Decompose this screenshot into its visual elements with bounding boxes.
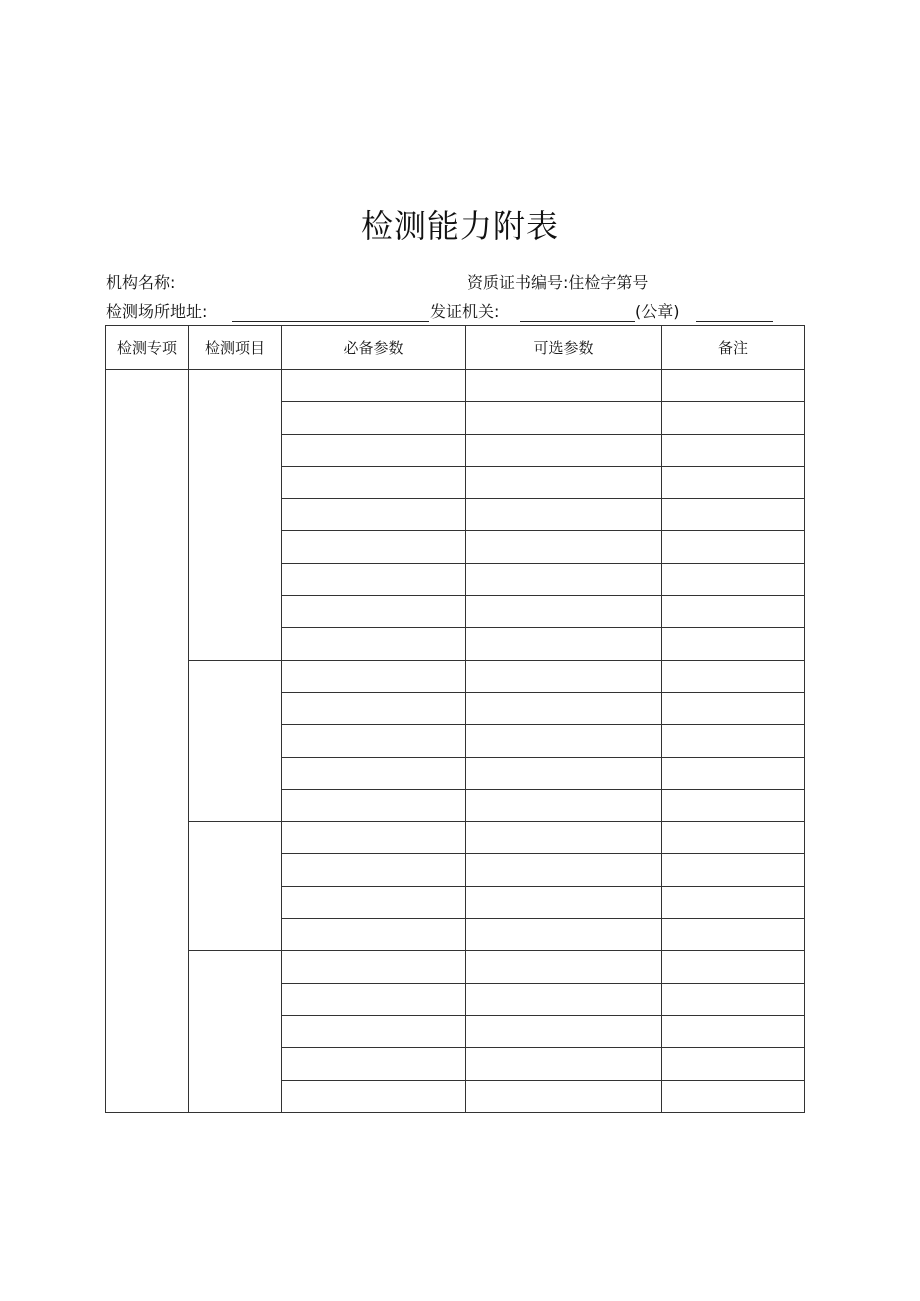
optional-param-cell[interactable] bbox=[466, 757, 662, 789]
test-item-cell[interactable] bbox=[189, 370, 282, 661]
required-param-cell[interactable] bbox=[282, 854, 466, 886]
remark-cell[interactable] bbox=[662, 660, 805, 692]
required-param-cell[interactable] bbox=[282, 660, 466, 692]
test-item-cell[interactable] bbox=[189, 660, 282, 821]
remark-cell[interactable] bbox=[662, 402, 805, 434]
capability-table bbox=[105, 325, 805, 1113]
site-address-label: 检测场所地址: bbox=[106, 302, 208, 321]
optional-param-cell[interactable] bbox=[466, 919, 662, 951]
page-title: 检测能力附表 bbox=[360, 207, 559, 245]
optional-param-cell[interactable] bbox=[466, 563, 662, 595]
remark-cell[interactable] bbox=[662, 499, 805, 531]
optional-param-cell[interactable] bbox=[466, 531, 662, 563]
special-category-cell[interactable] bbox=[106, 370, 189, 1113]
required-param-cell[interactable] bbox=[282, 434, 466, 466]
remark-cell[interactable] bbox=[662, 822, 805, 854]
optional-param-cell[interactable] bbox=[466, 402, 662, 434]
test-item-cell[interactable] bbox=[189, 822, 282, 951]
remark-cell[interactable] bbox=[662, 434, 805, 466]
seal-label: (公章) bbox=[635, 302, 680, 321]
remark-cell[interactable] bbox=[662, 951, 805, 983]
required-param-cell[interactable] bbox=[282, 466, 466, 498]
remark-cell[interactable] bbox=[662, 370, 805, 402]
required-param-cell[interactable] bbox=[282, 563, 466, 595]
seal-blank-line[interactable] bbox=[696, 321, 773, 322]
issuer-label: 发证机关: bbox=[430, 302, 500, 321]
optional-param-cell[interactable] bbox=[466, 1080, 662, 1112]
required-param-cell[interactable] bbox=[282, 692, 466, 724]
required-param-cell[interactable] bbox=[282, 370, 466, 402]
certificate-number-label: 资质证书编号:住检字第号 bbox=[467, 273, 649, 292]
remark-cell[interactable] bbox=[662, 854, 805, 886]
remark-cell[interactable] bbox=[662, 628, 805, 660]
required-param-cell[interactable] bbox=[282, 951, 466, 983]
remark-cell[interactable] bbox=[662, 563, 805, 595]
optional-param-cell[interactable] bbox=[466, 692, 662, 724]
required-param-cell[interactable] bbox=[282, 725, 466, 757]
optional-param-cell[interactable] bbox=[466, 466, 662, 498]
optional-param-cell[interactable] bbox=[466, 1015, 662, 1047]
required-param-cell[interactable] bbox=[282, 983, 466, 1015]
site-address-blank-line[interactable] bbox=[232, 321, 429, 322]
remark-cell[interactable] bbox=[662, 1048, 805, 1080]
remark-cell[interactable] bbox=[662, 725, 805, 757]
required-param-cell[interactable] bbox=[282, 402, 466, 434]
header-special-category: 检测专项 bbox=[106, 326, 189, 370]
remark-cell[interactable] bbox=[662, 596, 805, 628]
required-param-cell[interactable] bbox=[282, 757, 466, 789]
remark-cell[interactable] bbox=[662, 1080, 805, 1112]
remark-cell[interactable] bbox=[662, 466, 805, 498]
required-param-cell[interactable] bbox=[282, 531, 466, 563]
remark-cell[interactable] bbox=[662, 789, 805, 821]
issuer-blank-line[interactable] bbox=[520, 321, 635, 322]
table-row bbox=[106, 951, 805, 983]
remark-cell[interactable] bbox=[662, 1015, 805, 1047]
required-param-cell[interactable] bbox=[282, 1015, 466, 1047]
optional-param-cell[interactable] bbox=[466, 370, 662, 402]
optional-param-cell[interactable] bbox=[466, 596, 662, 628]
optional-param-cell[interactable] bbox=[466, 434, 662, 466]
optional-param-cell[interactable] bbox=[466, 628, 662, 660]
optional-param-cell[interactable] bbox=[466, 660, 662, 692]
optional-param-cell[interactable] bbox=[466, 822, 662, 854]
optional-param-cell[interactable] bbox=[466, 854, 662, 886]
required-param-cell[interactable] bbox=[282, 822, 466, 854]
remark-cell[interactable] bbox=[662, 983, 805, 1015]
optional-param-cell[interactable] bbox=[466, 1048, 662, 1080]
remark-cell[interactable] bbox=[662, 757, 805, 789]
optional-param-cell[interactable] bbox=[466, 983, 662, 1015]
remark-cell[interactable] bbox=[662, 692, 805, 724]
header-remarks: 备注 bbox=[662, 326, 805, 370]
header-optional-params: 可选参数 bbox=[466, 326, 662, 370]
optional-param-cell[interactable] bbox=[466, 886, 662, 918]
optional-param-cell[interactable] bbox=[466, 789, 662, 821]
required-param-cell[interactable] bbox=[282, 789, 466, 821]
optional-param-cell[interactable] bbox=[466, 499, 662, 531]
table-header-row bbox=[106, 326, 805, 370]
header-required-params: 必备参数 bbox=[282, 326, 466, 370]
optional-param-cell[interactable] bbox=[466, 951, 662, 983]
table-row bbox=[106, 370, 805, 402]
required-param-cell[interactable] bbox=[282, 886, 466, 918]
required-param-cell[interactable] bbox=[282, 1080, 466, 1112]
required-param-cell[interactable] bbox=[282, 1048, 466, 1080]
remark-cell[interactable] bbox=[662, 919, 805, 951]
required-param-cell[interactable] bbox=[282, 596, 466, 628]
test-item-cell[interactable] bbox=[189, 951, 282, 1112]
optional-param-cell[interactable] bbox=[466, 725, 662, 757]
table-row bbox=[106, 660, 805, 692]
remark-cell[interactable] bbox=[662, 531, 805, 563]
remark-cell[interactable] bbox=[662, 886, 805, 918]
required-param-cell[interactable] bbox=[282, 628, 466, 660]
required-param-cell[interactable] bbox=[282, 499, 466, 531]
table-row bbox=[106, 822, 805, 854]
required-param-cell[interactable] bbox=[282, 919, 466, 951]
header-test-item: 检测项目 bbox=[189, 326, 282, 370]
institution-name-label: 机构名称: bbox=[106, 273, 176, 292]
